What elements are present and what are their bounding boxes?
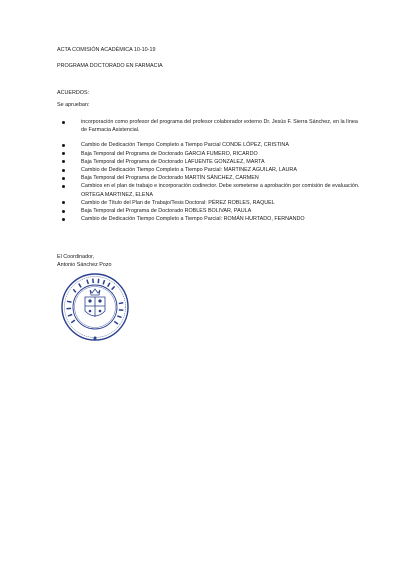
list-item-text: incorporación como profesor del programa del profesor colaborador externo Dr. Jesús F. Sierra Sánchez, en la línea de Farmacia Asistencial. (81, 119, 358, 134)
list-item-text: Cambios en el plan de trabajo e incorporación codirector. Debe someterse a aprobación por comisión de evaluación. ORTEGA MARTINEZ, ELENA (81, 183, 360, 198)
university-seal-icon (59, 271, 131, 343)
bullet-icon (62, 201, 65, 204)
bullet-icon (62, 160, 65, 163)
section-title: ACUERDOS: (57, 90, 90, 96)
list-item (60, 199, 360, 207)
program-title: PROGRAMA DOCTORADO EN FARMACIA (57, 63, 163, 69)
bullet-icon (62, 144, 65, 147)
bullet-icon (62, 177, 65, 180)
bullet-icon (62, 152, 65, 155)
signature-role: El Coordinador, (57, 254, 95, 260)
list-item (60, 158, 360, 166)
list-item (60, 141, 360, 149)
list-item-text: Cambio de Dedicación Tiempo Completo a Tiempo Parcial: MARTINEZ AGUILAR, LAURA (81, 167, 297, 174)
signature-name: Antonio Sánchez Pozo (57, 262, 112, 268)
list-item (60, 215, 360, 223)
list-item (60, 150, 360, 158)
list-item-text: Cambio de Dedicación Tiempo Completo a Tiempo Parcial: ROMÁN HURTADO, FERNANDO (81, 216, 305, 223)
acta-title: ACTA COMISIÓN ACADÉMICA 10-10-19 (57, 47, 156, 53)
list-item-text: Cambio de Título del Plan de Trabajo/Tesis Doctoral: PÉREZ ROBLES, RAQUEL (81, 199, 275, 206)
bullet-icon (62, 218, 65, 221)
list-item-text: Baja Temporal del Programa de Doctorado ROBLES BOLIVAR, PAULA (81, 208, 252, 215)
bullet-icon (62, 169, 65, 172)
list-item (60, 166, 360, 174)
bullet-icon (62, 185, 65, 188)
list-item (60, 174, 360, 182)
list-item (60, 118, 360, 134)
bullet-icon (62, 121, 65, 124)
list-item (60, 182, 360, 198)
list-item-text: Baja Temporal del Programa de Doctorado LAFUENTE GONZALEZ, MARTA (81, 158, 265, 165)
list-item-text: Baja Temporal del Programa de Doctorado GARCIA FUMERO, RICARDO (81, 150, 258, 157)
agreements-list (60, 118, 360, 223)
list-item-text: Baja Temporal del Programa de Doctorado MARTÍN SÁNCHEZ, CARMEN (81, 175, 259, 182)
bullet-icon (62, 210, 65, 213)
list-item (60, 207, 360, 215)
intro-text: Se aprueban: (57, 102, 90, 108)
list-item-text: Cambio de Dedicación Tiempo Completo a Tiempo Parcial CONDE LÓPEZ, CRISTINA (81, 142, 289, 149)
